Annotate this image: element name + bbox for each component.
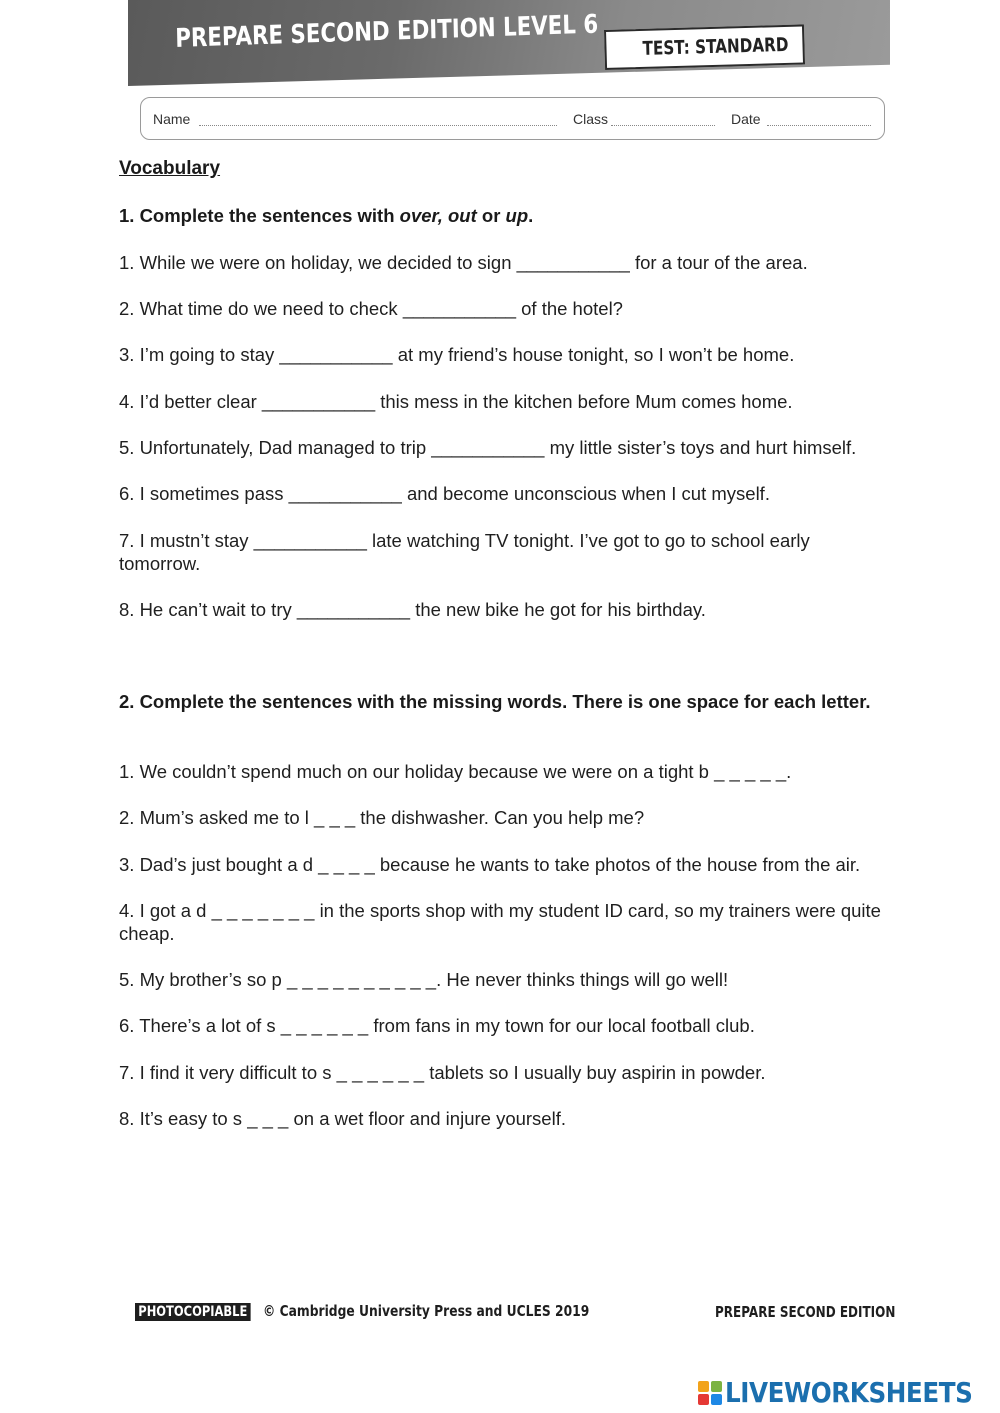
exercise-2-instruction: 2. Complete the sentences with the missing words. There is one space for each letter.: [119, 691, 871, 712]
exercise-1-instruction: [119, 204, 919, 227]
exercise-1-item: 4. I’d better clear ___________ this mess in the kitchen before Mum comes home.: [119, 391, 793, 412]
name-field[interactable]: [199, 125, 557, 126]
exercise-2-item: 3. Dad’s just bought a d _ _ _ _ because he wants to take photos of the house from the air.: [119, 854, 861, 875]
exercise-2-item: 7. I find it very difficult to s _ _ _ _ _ _ tablets so I usually buy aspirin in powder.: [119, 1062, 766, 1083]
test-type-box: [604, 24, 805, 70]
student-info-box: [140, 97, 885, 140]
word-up: up: [505, 205, 529, 226]
class-field[interactable]: [611, 125, 715, 126]
photocopiable-badge: PHOTOCOPIABLE: [135, 1303, 251, 1321]
exercise-2-item: 2. Mum’s asked me to l _ _ _ the dishwasher. Can you help me?: [119, 807, 645, 828]
exercise-2-item: 1. We couldn’t spend much on our holiday because we were on a tight b _ _ _ _ _.: [119, 761, 792, 782]
copyright-text: © Cambridge University Press and UCLES 2019: [263, 1302, 590, 1320]
test-type-label: TEST: STANDARD: [642, 33, 789, 60]
section-title: Vocabulary: [119, 158, 221, 179]
exercise-2-item: 5. My brother’s so p _ _ _ _ _ _ _ _ _ _. He never thinks things will go well!: [119, 969, 729, 990]
word-or: or: [476, 205, 506, 226]
name-label: Name: [153, 111, 191, 127]
liveworksheets-logo[interactable]: [697, 1376, 997, 1410]
liveworksheets-logo-icon: [697, 1380, 723, 1406]
date-field[interactable]: [767, 125, 871, 126]
series-name: PREPARE SECOND EDITION: [715, 1303, 896, 1321]
exercise-1-item: 6. I sometimes pass ___________ and become unconscious when I cut myself.: [119, 483, 770, 504]
exercise-1-item: 5. Unfortunately, Dad managed to trip ___________ my little sister’s toys and hurt himself.: [119, 437, 857, 458]
exercise-1-item: 3. I’m going to stay ___________ at my friend’s house tonight, so I won’t be home.: [119, 344, 795, 365]
exercise-1-item: 8. He can’t wait to try ___________ the new bike he got for his birthday.: [119, 599, 706, 620]
exercise-1-item: 1. While we were on holiday, we decided to sign ___________ for a tour of the area.: [119, 252, 808, 273]
exercise-1-item: 2. What time do we need to check ___________ of the hotel?: [119, 298, 623, 319]
exercise-2-item: 4. I got a d _ _ _ _ _ _ _ in the sports shop with my student ID card, so my trainers were quite cheap.: [119, 900, 881, 944]
class-label: Class: [573, 111, 609, 127]
exercise-2-item: 6. There’s a lot of s _ _ _ _ _ _ from fans in my town for our local football club.: [119, 1015, 755, 1036]
liveworksheets-wordmark: LIVEWORKSHEETS: [725, 1376, 973, 1409]
word-over: over,: [399, 205, 443, 226]
word-out: out: [448, 205, 477, 226]
instruction-end: .: [528, 205, 534, 226]
page-title: PREPARE SECOND EDITION LEVEL 6: [175, 9, 599, 54]
date-label: Date: [731, 111, 761, 127]
instruction-text: 1. Complete the sentences with: [119, 205, 400, 226]
exercise-2-item: 8. It’s easy to s _ _ _ on a wet floor and injure yourself.: [119, 1108, 566, 1129]
exercise-1-item: 7. I mustn’t stay ___________ late watching TV tonight. I’ve got to go to school early tomorrow.: [119, 530, 810, 574]
